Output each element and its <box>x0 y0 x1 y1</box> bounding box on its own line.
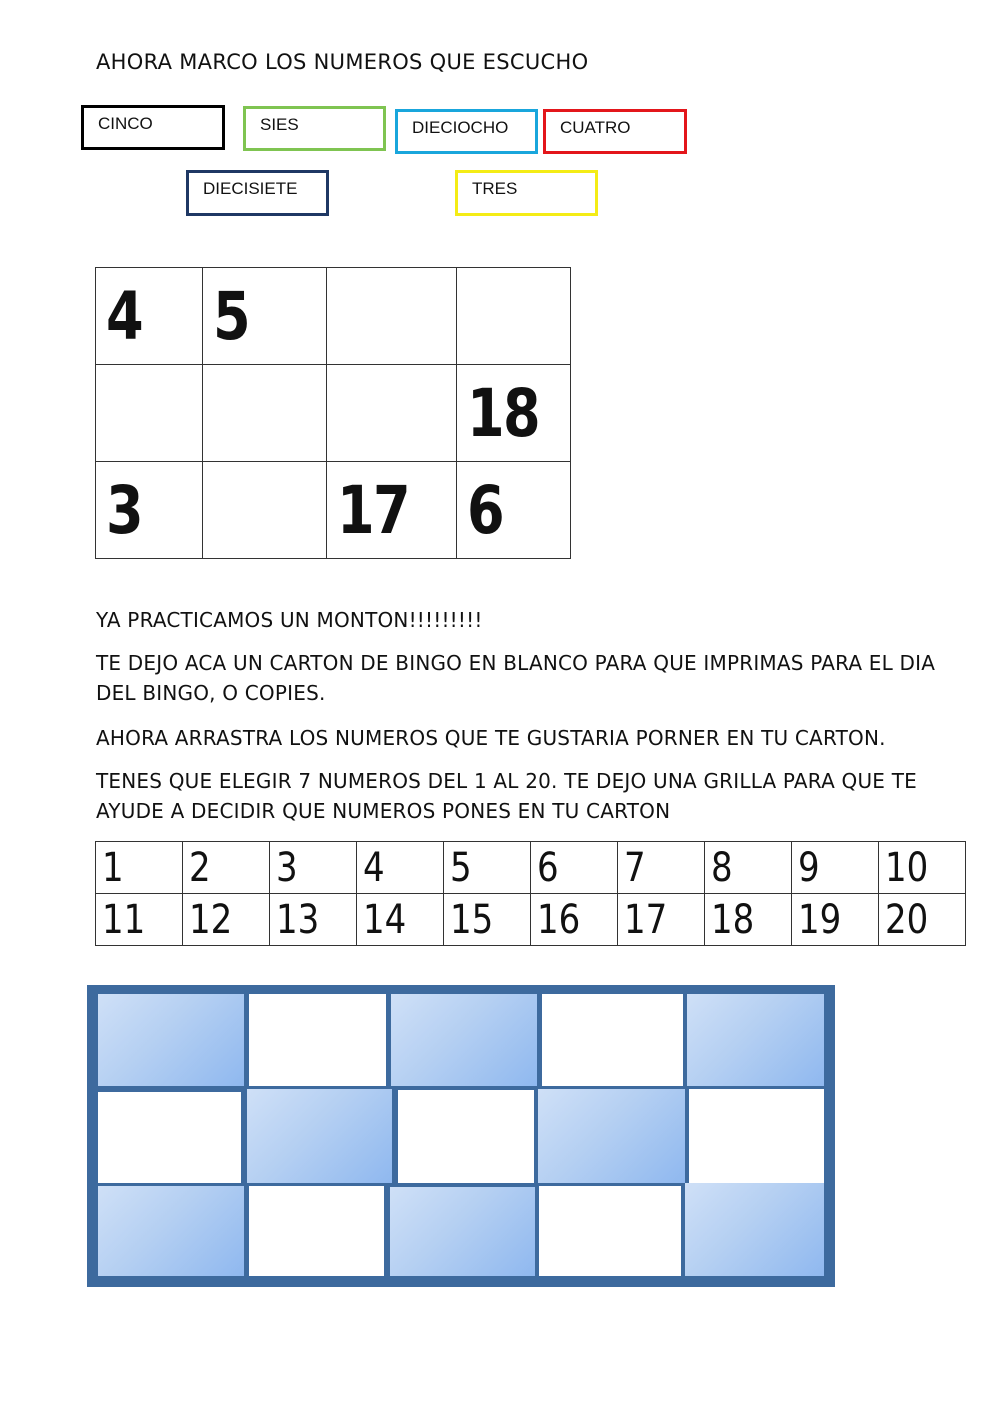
number-tile[interactable] <box>270 842 357 894</box>
word-box-dieciocho[interactable]: DIECIOCHO <box>395 109 538 154</box>
number-tile-label: 5 <box>450 844 472 891</box>
number-tile-label: 19 <box>798 896 842 943</box>
card-cell[interactable] <box>327 462 457 559</box>
card-drop-slot[interactable] <box>542 994 683 1086</box>
card-drop-slot[interactable] <box>249 994 386 1086</box>
card-cell[interactable] <box>327 268 457 365</box>
card-drop-slot[interactable] <box>249 1186 384 1276</box>
number-tile-label: 13 <box>276 896 320 943</box>
number-tile[interactable] <box>705 894 792 946</box>
number-tile-label: 7 <box>624 844 646 891</box>
word-box-tres[interactable]: TRES <box>455 170 598 216</box>
number-tile[interactable] <box>183 894 270 946</box>
number-tile[interactable] <box>357 894 444 946</box>
number-tile[interactable] <box>444 894 531 946</box>
card-drop-slot[interactable] <box>689 1089 824 1183</box>
number-tile-label: 6 <box>537 844 559 891</box>
paragraph-carton-blanco: TE DEJO ACA UN CARTON DE BINGO EN BLANCO PARA QUE IMPRIMAS PARA EL DIA DEL BINGO, O COPIES. <box>96 651 936 705</box>
number-tile-label: 17 <box>624 896 668 943</box>
number-tile-label: 16 <box>537 896 581 943</box>
number-tile-label: 15 <box>450 896 494 943</box>
number-tile-label: 20 <box>885 896 929 943</box>
card-cell-value: 5 <box>213 277 250 355</box>
number-tile[interactable] <box>879 842 966 894</box>
card-cell-value: 3 <box>106 471 143 549</box>
number-grid <box>95 841 966 946</box>
number-tile[interactable] <box>792 842 879 894</box>
card-drop-slot[interactable] <box>98 994 244 1086</box>
number-tile-label: 14 <box>363 896 407 943</box>
card-cell[interactable] <box>96 268 203 365</box>
number-tile[interactable] <box>705 842 792 894</box>
number-tile[interactable] <box>618 842 705 894</box>
number-tile-label: 18 <box>711 896 755 943</box>
card-cell[interactable] <box>457 462 571 559</box>
word-box-diecisiete[interactable]: DIECISIETE <box>186 170 329 216</box>
card-cell[interactable] <box>96 462 203 559</box>
blank-bingo-card <box>87 985 835 1287</box>
number-tile-label: 2 <box>189 844 211 891</box>
card-cell-value: 4 <box>106 277 143 355</box>
number-tile[interactable] <box>531 842 618 894</box>
number-tile[interactable] <box>270 894 357 946</box>
card-drop-slot[interactable] <box>685 1183 824 1276</box>
card-drop-slot[interactable] <box>98 1092 241 1183</box>
card-cell-value: 17 <box>337 471 410 549</box>
bingo-card-filled <box>95 267 571 559</box>
number-tile[interactable] <box>618 894 705 946</box>
card-cell-value: 18 <box>467 374 540 452</box>
number-tile-label: 11 <box>102 896 146 943</box>
paragraph-practicamos: YA PRACTICAMOS UN MONTON!!!!!!!!! <box>96 608 483 632</box>
number-tile[interactable] <box>531 894 618 946</box>
card-drop-slot[interactable] <box>398 1090 534 1183</box>
page-title: AHORA MARCO LOS NUMEROS QUE ESCUCHO <box>96 50 589 74</box>
paragraph-elegir: TENES QUE ELEGIR 7 NUMEROS DEL 1 AL 20. TE DEJO UNA GRILLA PARA QUE TE AYUDE A DECIDIR QUE NUMEROS PONES EN TU CARTON <box>96 769 917 823</box>
card-cell[interactable] <box>203 462 327 559</box>
card-drop-slot[interactable] <box>539 1186 681 1276</box>
card-cell-value: 6 <box>467 471 504 549</box>
word-box-cinco[interactable]: CINCO <box>81 105 225 150</box>
number-tile-label: 8 <box>711 844 733 891</box>
card-drop-slot[interactable] <box>390 1187 535 1276</box>
number-tile[interactable] <box>96 842 183 894</box>
word-box-cuatro[interactable]: CUATRO <box>543 109 687 154</box>
card-drop-slot[interactable] <box>98 1186 244 1276</box>
number-tile-label: 4 <box>363 844 385 891</box>
card-cell[interactable] <box>203 365 327 462</box>
card-cell[interactable] <box>457 268 571 365</box>
number-tile[interactable] <box>96 894 183 946</box>
card-cell[interactable] <box>457 365 571 462</box>
number-tile[interactable] <box>792 894 879 946</box>
number-tile[interactable] <box>183 842 270 894</box>
card-drop-slot[interactable] <box>247 1089 392 1183</box>
card-drop-slot[interactable] <box>391 994 537 1086</box>
number-tile[interactable] <box>357 842 444 894</box>
number-tile[interactable] <box>879 894 966 946</box>
card-cell[interactable] <box>203 268 327 365</box>
card-cell[interactable] <box>327 365 457 462</box>
word-box-sies[interactable]: SIES <box>243 106 386 151</box>
number-tile-label: 1 <box>102 844 124 891</box>
number-tile-label: 12 <box>189 896 233 943</box>
card-drop-slot[interactable] <box>687 994 824 1086</box>
number-tile-label: 9 <box>798 844 820 891</box>
number-tile[interactable] <box>444 842 531 894</box>
card-drop-slot[interactable] <box>538 1089 685 1183</box>
number-tile-label: 3 <box>276 844 298 891</box>
card-cell[interactable] <box>96 365 203 462</box>
number-tile-label: 10 <box>885 844 929 891</box>
paragraph-arrastra: AHORA ARRASTRA LOS NUMEROS QUE TE GUSTARIA PORNER EN TU CARTON. <box>96 726 886 750</box>
